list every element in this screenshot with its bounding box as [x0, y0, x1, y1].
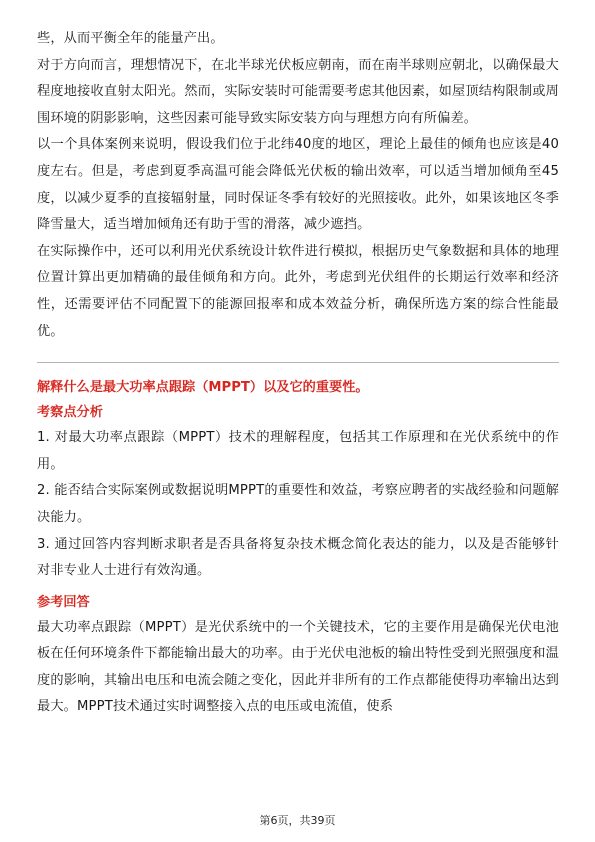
question-title: 解释什么是最大功率点跟踪（MPPT）以及它的重要性。: [37, 380, 369, 396]
answer-text: 最大功率点跟踪（MPPT）是光伏系统中的一个关键技术，它的主要作用是确保光伏电池板在任何环境条件下都能输出最大的功率。由于光伏电池板的输出特性受到光照强度和温度的影响，其输出电压和电流会随之变化，因此并非所有的工作点都能使得功率输出达到最大。MPPT技术通过实时调整接入点的电压或电流值，使系: [37, 619, 559, 715]
analysis-point-1: 1. 对最大功率点跟踪（MPPT）技术的理解程度，包括其工作原理和在光伏系统中的作用。: [37, 430, 559, 472]
answer-heading: 参考回答: [37, 594, 90, 610]
intro-paragraph-4: 在实际操作中，还可以利用光伏系统设计软件进行模拟，根据历史气象数据和具体的地理位置计算出更加精确的最佳倾角和方向。此外，考虑到光伏组件的长期运行效率和经济性，还需要评估不同配置下的能源回报率和成本效益分析，确保所选方案的综合性能最优。: [37, 243, 559, 339]
intro-paragraph-2: 对于方向而言，理想情况下，在北半球光伏板应朝南，而在南半球则应朝北，以确保最大程度地接收直射太阳光。然而，实际安装时可能需要考虑其他因素，如屋顶结构限制或周围环境的阴影影响，这些因素可能导致实际安装方向与理想方向有所偏差。: [37, 57, 559, 126]
analysis-heading: 考察点分析: [37, 405, 103, 421]
analysis-point-3: 3. 通过回答内容判断求职者是否具备将复杂技术概念简化表达的能力，以及是否能够针对非专业人士进行有效沟通。: [37, 536, 559, 579]
page-number: 第6页，共39页: [259, 814, 336, 827]
section-divider: [37, 362, 559, 363]
analysis-point-2: 2. 能否结合实际案例或数据说明MPPT的重要性和效益，考察应聘者的实战经验和问题解决能力。: [37, 483, 559, 525]
intro-paragraph-1: 些，从而平衡全年的能量产出。: [37, 31, 224, 46]
intro-paragraph-3: 以一个具体案例来说明，假设我们位于北纬40度的地区，理论上最佳的倾角也应该是40度左右。但是，考虑到夏季高温可能会降低光伏板的输出效率，可以适当增加倾角至45度，以减少夏季的直接辐射量，同时保证冬季有较好的光照接收。此外，如果该地区冬季降雪量大，适当增加倾角还有助于雪的滑落，减少遮挡。: [37, 137, 559, 233]
page-content: [37, 26, 559, 721]
